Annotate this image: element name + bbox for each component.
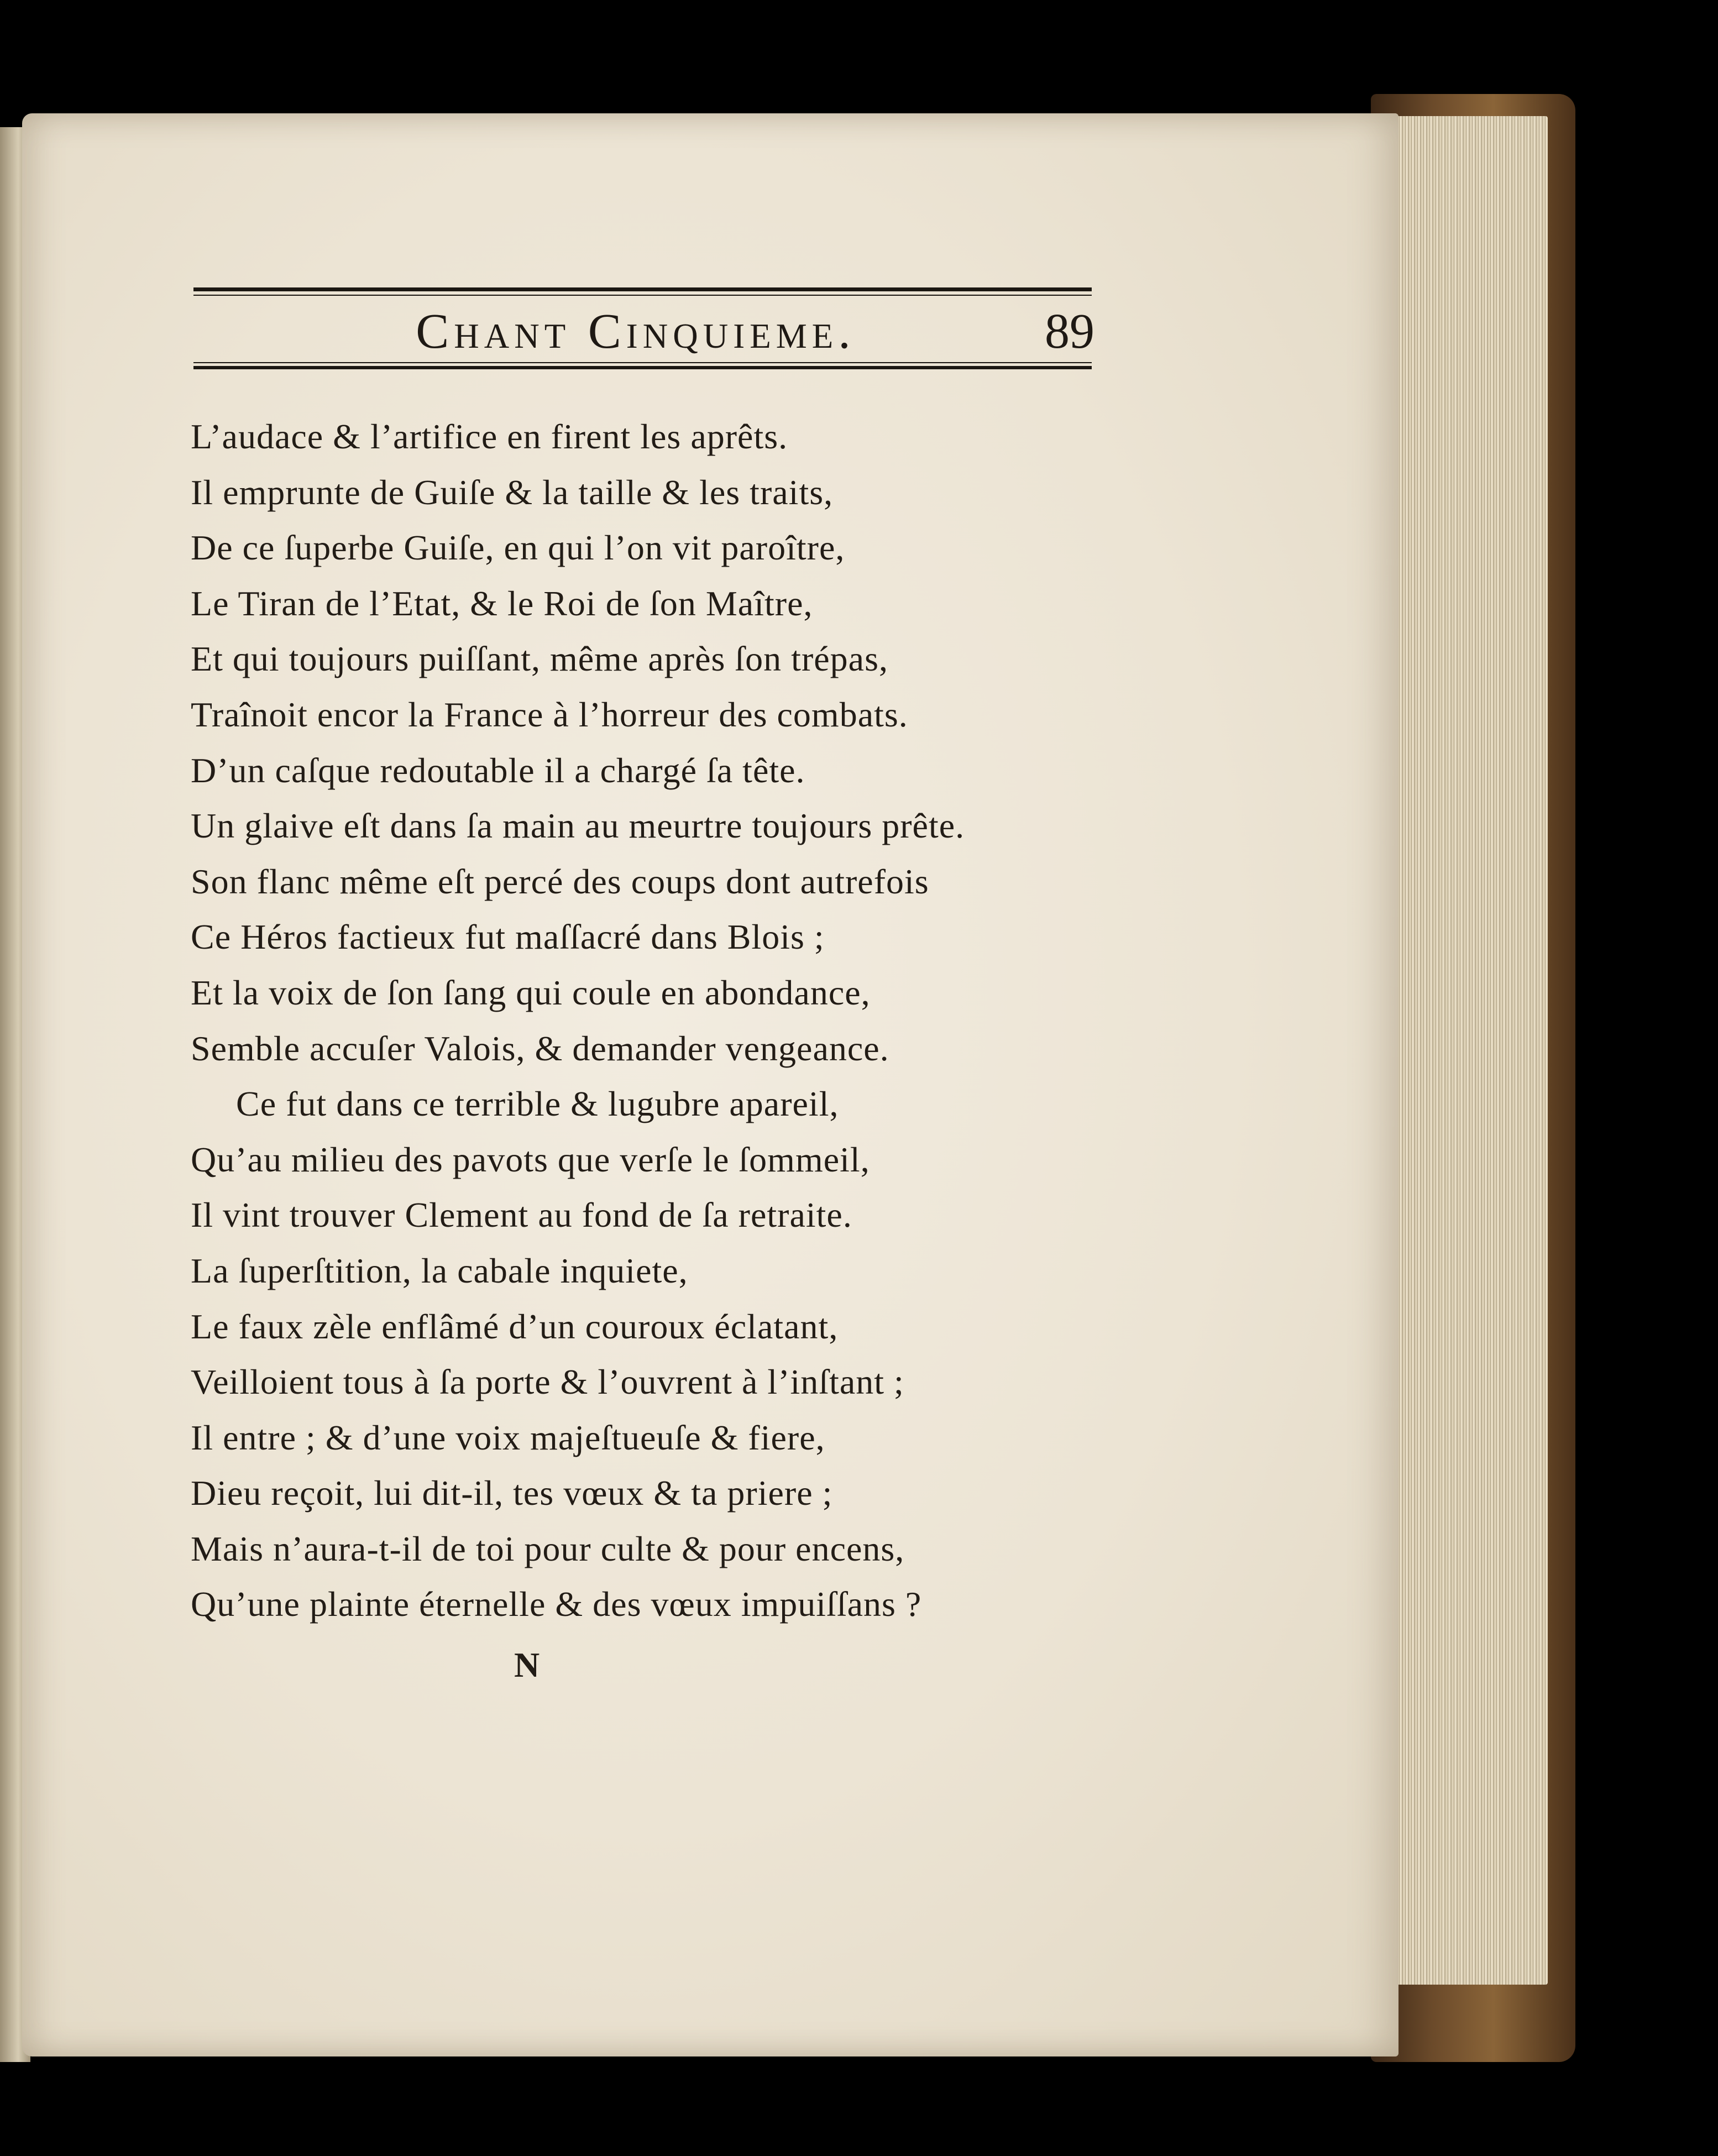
verse-line: Et qui toujours puiſſant, même après ſon trépas, [191,639,888,679]
verse-line: Il emprunte de Guiſe & la taille & les traits, [191,472,834,512]
verse-line: Il entre ; & d’une voix majeſtueuſe & fiere, [191,1417,825,1457]
verse-line: Qu’une plainte éternelle & des vœux impuiſſans ? [191,1584,922,1624]
verse-line: Traînoit encor la France à l’horreur des combats. [191,694,908,734]
verse-line: Ce Héros factieux fut maſſacré dans Blois ; [191,917,825,957]
page-number: 89 [1045,304,1094,359]
verse-line: La ſuperſtition, la cabale inquiete, [191,1250,688,1290]
verse-line: Et la voix de ſon ſang qui coule en abondance, [191,972,871,1012]
verse-line: Le Tiran de l’Etat, & le Roi de ſon Maître, [191,583,813,623]
verse-line: Son flanc même eſt percé des coups dont autrefois [191,861,929,901]
verse-line: Veilloient tous à ſa porte & l’ouvrent à l’inſtant ; [191,1362,904,1402]
running-head-title: Chant Cinquieme. [416,304,856,359]
bottom-rule-thick [193,366,1092,369]
verse-line: D’un caſque redoutable il a chargé ſa tête. [191,750,805,790]
verse-text [191,409,1097,1632]
signature-mark: N [514,1645,540,1684]
verse-line: Ce fut dans ce terrible & lugubre apareil, [236,1084,839,1124]
verse-line: Qu’au milieu des pavots que verſe le ſommeil, [191,1139,870,1179]
bottom-rule-thin [193,362,1092,363]
verse-line: Dieu reçoit, lui dit-il, tes vœux & ta priere ; [191,1473,833,1513]
verse-line: Un glaive eſt dans ſa main au meurtre toujours prête. [191,806,965,846]
top-rule-thick [193,287,1092,291]
verse-line: Il vint trouver Clement au fond de ſa retraite. [191,1195,852,1235]
verse-line: De ce ſuperbe Guiſe, en qui l’on vit paroître, [191,528,845,568]
verse-line: L’audace & l’artifice en firent les aprêts. [191,417,788,456]
verse-line: Semble accuſer Valois, & demander vengeance. [191,1028,889,1068]
page-edges [1387,116,1548,1985]
verse-line: Le faux zèle enflâmé d’un couroux éclatant, [191,1306,839,1346]
top-rule-thin [193,295,1092,296]
verse-line: Mais n’aura-t-il de toi pour culte & pour encens, [191,1529,905,1568]
